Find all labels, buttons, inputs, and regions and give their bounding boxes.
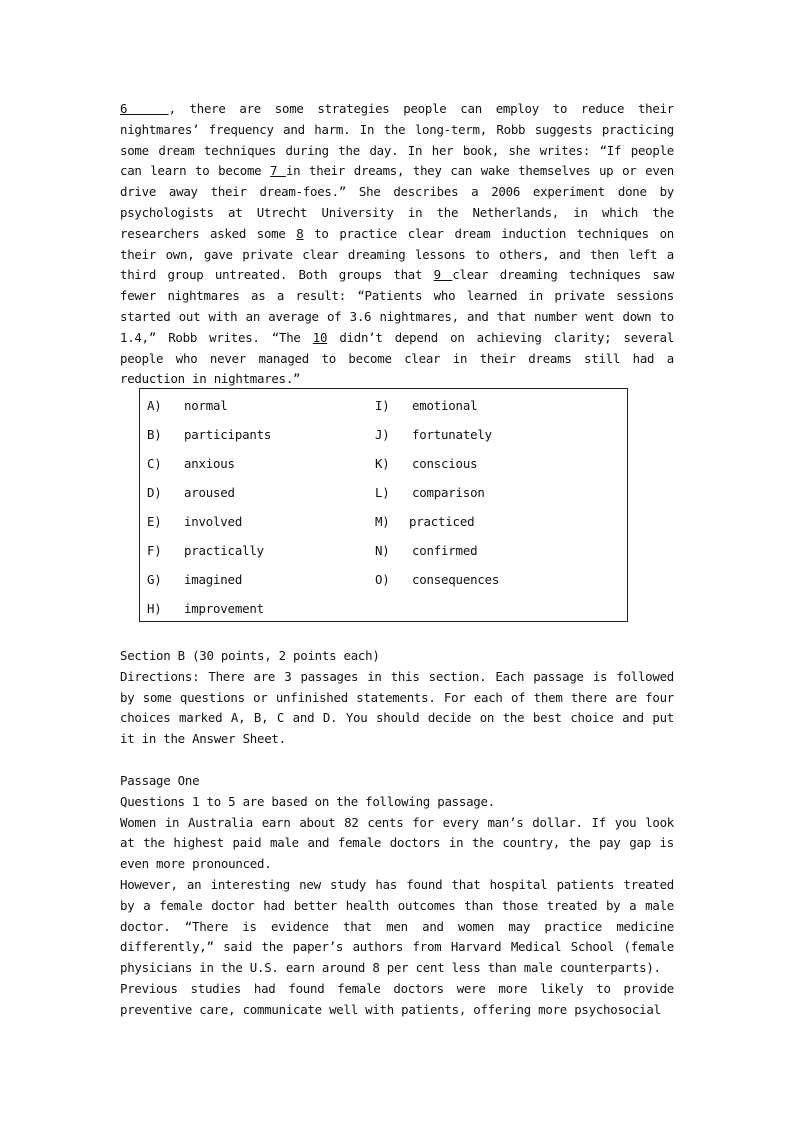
section-b xyxy=(120,646,674,750)
passage-one xyxy=(120,771,674,1021)
option-k: K) conscious xyxy=(375,456,478,471)
option-a: A) normal xyxy=(147,398,228,413)
option-h: H) improvement xyxy=(147,601,264,616)
option-l: L) comparison xyxy=(375,485,485,500)
option-f: F) practically xyxy=(147,543,264,558)
option-c: C) anxious xyxy=(147,456,235,471)
option-i: I) emotional xyxy=(375,398,478,413)
passage-one-title: Passage One xyxy=(120,773,200,788)
option-d: D) aroused xyxy=(147,485,235,500)
blank-9: 9 xyxy=(433,267,453,283)
blank-7: 7 xyxy=(270,163,286,179)
passage-one-paragraph-1: Women in Australia earn about 82 cents for every man’s dollar. If you look at the highest paid male and female doctors in the country, the pay gap is even more pronounced. xyxy=(120,814,674,872)
option-b: B) participants xyxy=(147,427,272,442)
passage-one-paragraph-3: Previous studies had found female doctors were more likely to provide preventive care, communicate well with patients, offering more psychosocial xyxy=(120,980,674,1017)
word-bank-box xyxy=(139,388,628,622)
option-g: G) imagined xyxy=(147,572,243,587)
option-o: O) consequences xyxy=(375,572,500,587)
passage-one-intro: Questions 1 to 5 are based on the following passage. xyxy=(120,793,495,809)
passage-continuation xyxy=(120,99,674,390)
option-m: M) practiced xyxy=(375,514,475,529)
option-e: E) involved xyxy=(147,514,243,529)
option-j: J) fortunately xyxy=(375,427,492,442)
option-n: N) confirmed xyxy=(375,543,478,558)
blank-10: 10 xyxy=(312,329,328,345)
section-b-heading: Section B (30 points, 2 points each) xyxy=(120,648,380,663)
passage-one-paragraph-2: However, an interesting new study has found that hospital patients treated by a female doctor had better health outcomes than those treated by a male doctor. “There is evidence that men and women may practice medicine differently,” said the paper’s authors from Harvard Medical School (female physicians in the U.S. earn around 8 per cent less than male counterparts). xyxy=(120,876,674,976)
blank-8: 8 xyxy=(296,225,304,241)
section-b-directions: Directions: There are 3 passages in this section. Each passage is followed by some questions or unfinished statements. For each of them there are four choices marked A, B, C and D. You should decide on the best choice and put it in the Answer Sheet. xyxy=(120,668,674,747)
cloze-paragraph: 6 , there are some strategies people can employ to reduce their nightmares’ frequency and harm. In the long-term, Robb suggests practicing some dream techniques during the day. In her book, she writes: “If people can learn to become 7 in their dreams, they can wake themselves up or even drive away their dream-foes.” She describes a 2006 experiment done by psychologists at Utrecht University in the Netherlands, in which the researchers asked some 8 to practice clear dream induction techniques on their own, gave private clear dreaming lessons to others, and then left a third group untreated. Both groups that 9 clear dreaming techniques saw fewer nightmares as a result: “Patients who learned in private sessions started out with an average of 3.6 nightmares, and that number went down to 1.4,” Robb writes. “The 10 didn’t depend on achieving clarity; several people who never managed to become clear in their dreams still had a reduction in nightmares.” xyxy=(120,101,675,387)
blank-6: 6 xyxy=(120,101,141,116)
